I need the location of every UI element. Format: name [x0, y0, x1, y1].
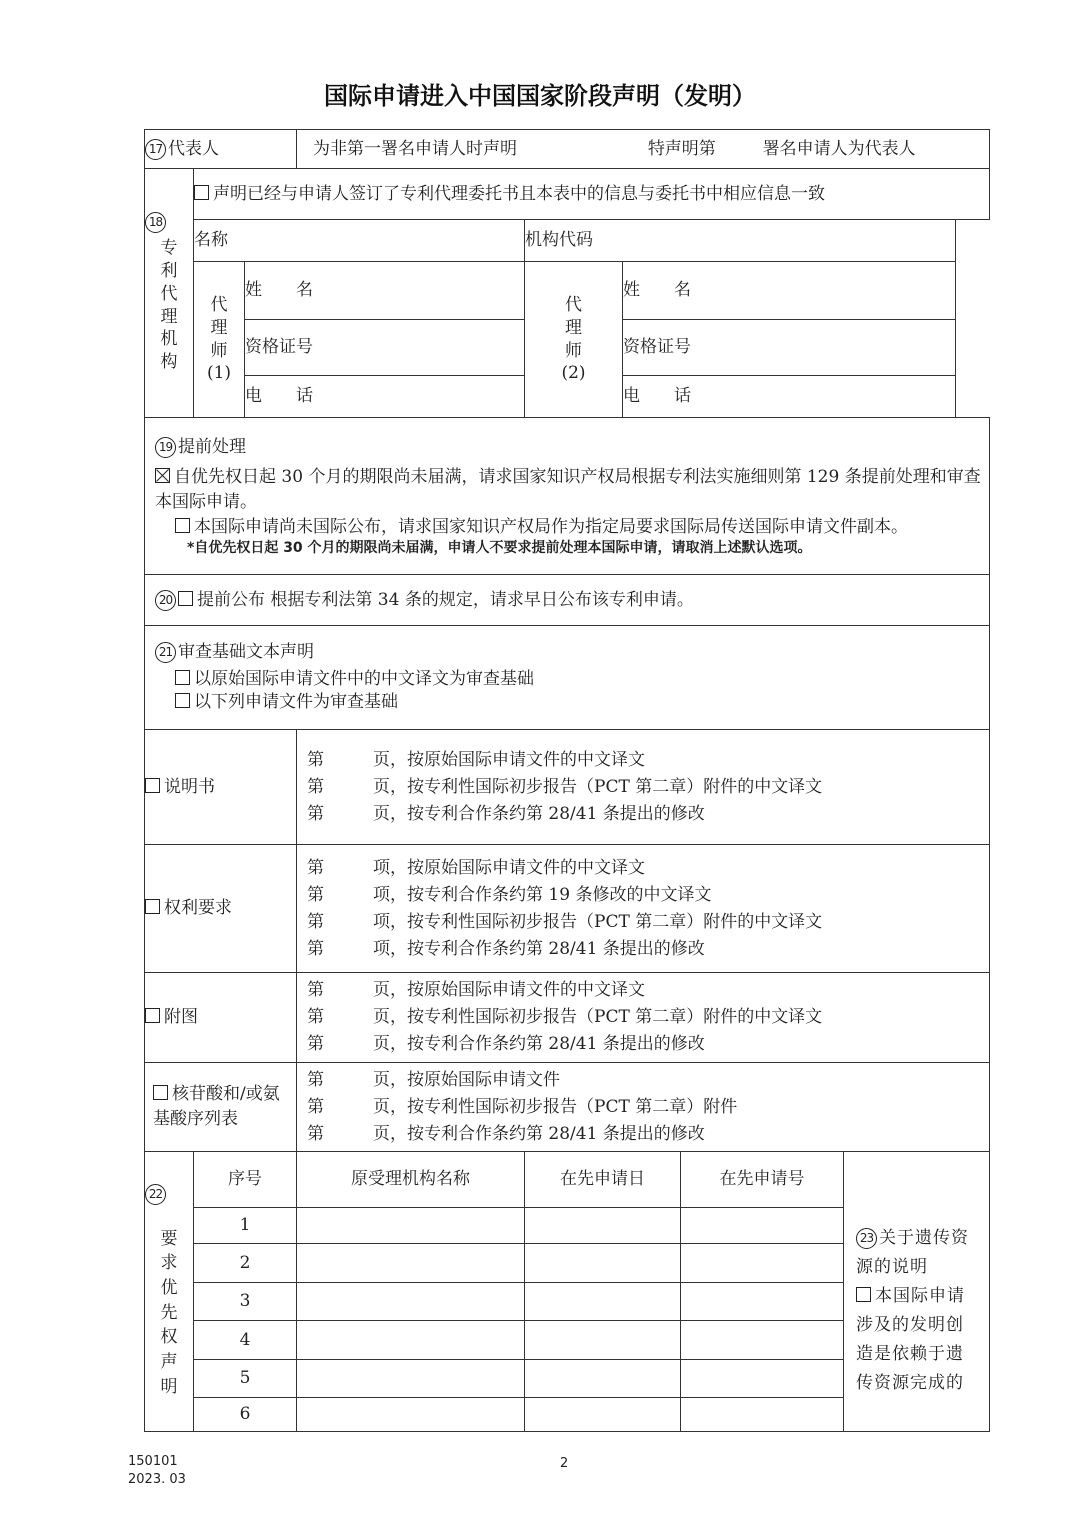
prefix: 第	[307, 884, 324, 905]
priority-header-row	[145, 1152, 990, 1208]
genetic-resource-text: 本国际申请涉及的发明创造是依赖于遗传资源完成的	[856, 1286, 965, 1393]
priority-office-input[interactable]	[297, 1398, 525, 1432]
form-title: 国际申请进入中国国家阶段声明（发明）	[324, 82, 756, 110]
agency-declaration-text: 声明已经与申请人签订了专利代理委托书且本表中的信息与委托书中相应信息一致	[213, 183, 825, 204]
prefix: 第	[307, 857, 324, 878]
claims-lines	[297, 845, 990, 973]
field-label: 姓 名	[245, 280, 313, 301]
prefix: 第	[307, 803, 324, 824]
prefix: 第	[307, 938, 324, 959]
header-seq: 序号	[194, 1152, 297, 1208]
basis-line: 页，按原始国际申请文件的中文译文	[373, 749, 645, 770]
agent-1-cert-field[interactable]	[245, 320, 525, 376]
priority-date-input[interactable]	[525, 1244, 681, 1283]
genetic-resource-label: 关于遗传资源的说明	[856, 1228, 969, 1277]
priority-seq: 4	[194, 1321, 297, 1360]
field-label: 电 话	[623, 386, 691, 407]
field-label: 资格证号	[245, 337, 313, 358]
early-processing-note: *自优先权日起 30 个月的期限尚未届满，申请人不要求提前处理本国际申请，请取消上述默认选项。	[187, 540, 812, 557]
label-char: 优	[160, 1278, 178, 1299]
agency-code-label: 机构代码	[525, 230, 593, 251]
priority-date-input[interactable]	[525, 1208, 681, 1244]
agent-name-row	[145, 262, 990, 320]
early-publication-label: 提前公布	[197, 589, 265, 610]
label-char: 机	[160, 329, 178, 350]
number-17-badge: 17	[145, 139, 166, 160]
label-char: 理	[565, 317, 582, 338]
priority-date-input[interactable]	[525, 1321, 681, 1360]
label-char: 理	[210, 317, 228, 338]
description-lines	[297, 730, 990, 845]
priority-number-input[interactable]	[681, 1208, 844, 1244]
agency-declaration-cell[interactable]	[194, 169, 990, 220]
number-20-badge: 20	[155, 590, 176, 611]
basis-line: 项，按专利合作条约第 28/41 条提出的修改	[373, 938, 705, 959]
sequence-basis-row	[145, 1063, 990, 1152]
priority-number-input[interactable]	[681, 1321, 844, 1360]
label-char: 理	[160, 306, 178, 327]
basis-line: 页，按专利合作条约第 28/41 条提出的修改	[373, 1123, 705, 1144]
form-version-date: 2023. 03	[128, 1472, 186, 1487]
priority-office-input[interactable]	[297, 1208, 525, 1244]
label-char: 代	[210, 294, 228, 315]
description-basis-row	[145, 730, 990, 845]
label-char: 师	[565, 340, 582, 361]
early-processing-checkbox-checked[interactable]	[155, 468, 170, 483]
exam-basis-label: 审查基础文本声明	[178, 642, 314, 663]
priority-seq: 3	[194, 1283, 297, 1321]
prefix: 第	[307, 1123, 324, 1144]
form-code: 150101	[128, 1454, 178, 1469]
prefix: 第	[307, 1007, 324, 1027]
section-20-row	[145, 575, 990, 626]
exam-basis-option-1: 以原始国际申请文件中的中文译文为审查基础	[194, 669, 534, 690]
agent-1-phone-field[interactable]	[245, 376, 525, 418]
copy-request-checkbox[interactable]	[175, 518, 190, 533]
prefix: 第	[307, 776, 324, 797]
priority-office-input[interactable]	[297, 1321, 525, 1360]
early-publication-checkbox[interactable]	[178, 591, 193, 606]
section-17-label-cell	[145, 130, 297, 169]
drawings-basis-row	[145, 973, 990, 1063]
priority-seq: 2	[194, 1244, 297, 1283]
agency-code-cell[interactable]	[525, 220, 956, 262]
field-label: 电 话	[245, 386, 313, 407]
section-18-label-cell	[145, 169, 194, 418]
description-label: 说明书	[164, 776, 215, 797]
page-number: 2	[560, 1456, 569, 1471]
agent-1-label-cell	[194, 262, 245, 418]
description-label-cell[interactable]	[145, 730, 297, 845]
representative-label: 代表人	[168, 138, 219, 159]
description-checkbox[interactable]	[145, 778, 160, 793]
label-char: (1)	[206, 363, 232, 384]
field-label: 资格证号	[623, 337, 691, 358]
priority-date-input[interactable]	[525, 1398, 681, 1432]
basis-line: 页，按原始国际申请文件	[373, 1069, 560, 1090]
agent-2-name-field[interactable]	[623, 262, 956, 320]
sequence-label-cell[interactable]	[145, 1063, 297, 1152]
label-char: 利	[160, 260, 178, 281]
basis-line: 页，按原始国际申请文件的中文译文	[373, 980, 645, 1000]
early-publication-cell	[145, 575, 990, 626]
representative-text-mid: 特声明第	[647, 138, 716, 159]
prefix: 第	[307, 749, 324, 770]
genetic-resource-cell	[844, 1152, 990, 1432]
header-date: 在先申请日	[525, 1152, 681, 1208]
priority-seq: 5	[194, 1360, 297, 1398]
agency-name-cell[interactable]	[194, 220, 525, 262]
basis-line: 页，按专利合作条约第 28/41 条提出的修改	[373, 803, 705, 824]
early-publication-text: 根据专利法第 34 条的规定，请求早日公布该专利申请。	[270, 589, 694, 610]
exam-basis-cell	[145, 626, 990, 730]
number-21-badge: 21	[155, 642, 176, 663]
section-18-declaration-row	[145, 169, 990, 220]
label-char: 代	[160, 283, 178, 304]
priority-office-input[interactable]	[297, 1244, 525, 1283]
priority-office-input[interactable]	[297, 1283, 525, 1321]
priority-number-input[interactable]	[681, 1398, 844, 1432]
declaration-form	[144, 129, 990, 1432]
priority-number-input[interactable]	[681, 1283, 844, 1321]
label-char: 构	[160, 352, 178, 373]
basis-line: 项，按原始国际申请文件的中文译文	[373, 857, 645, 878]
genetic-resource-checkbox[interactable]	[856, 1287, 871, 1302]
basis-line: 页，按专利合作条约第 28/41 条提出的修改	[373, 1034, 705, 1054]
label-char: (2)	[561, 363, 586, 384]
label-char: 求	[160, 1253, 178, 1274]
priority-seq: 6	[194, 1398, 297, 1432]
agent-2-label-cell	[525, 262, 623, 418]
basis-line: 页，按专利性国际初步报告（PCT 第二章）附件	[373, 1096, 738, 1117]
agent-2-cert-field[interactable]	[623, 320, 956, 376]
label-char: 要	[160, 1228, 178, 1249]
early-processing-item-1: 自优先权日起 30 个月的期限尚未届满，请求国家知识产权局根据专利法实施细则第 129 条提前处理和审查本国际申请。	[155, 466, 981, 512]
basis-line: 项，按专利性国际初步报告（PCT 第二章）附件的中文译文	[373, 911, 823, 932]
claims-label: 权利要求	[164, 898, 232, 919]
drawings-checkbox[interactable]	[145, 1008, 160, 1023]
label-char: 专	[160, 237, 178, 258]
prefix: 第	[307, 911, 324, 932]
agent-1-name-field[interactable]	[245, 262, 525, 320]
exam-basis-option-2: 以下列申请文件为审查基础	[194, 691, 398, 712]
number-22-badge: 22	[145, 1184, 166, 1205]
section-22-label-cell	[145, 1152, 194, 1432]
priority-number-input[interactable]	[681, 1360, 844, 1398]
label-char: 权	[160, 1327, 178, 1348]
drawings-lines	[297, 973, 990, 1063]
claims-label-cell[interactable]	[145, 845, 297, 973]
section-17-row	[145, 130, 990, 169]
priority-seq: 1	[194, 1208, 297, 1244]
exam-basis-option-1-checkbox[interactable]	[175, 670, 190, 685]
priority-office-input[interactable]	[297, 1360, 525, 1398]
label-char: 声	[160, 1351, 178, 1372]
priority-number-input[interactable]	[681, 1244, 844, 1283]
basis-line: 页，按专利性国际初步报告（PCT 第二章）附件的中文译文	[373, 1007, 823, 1027]
number-19-badge: 19	[155, 437, 176, 458]
exam-basis-option-2-checkbox[interactable]	[175, 693, 190, 708]
label-char: 先	[160, 1302, 178, 1323]
agency-declaration-checkbox[interactable]	[194, 185, 209, 200]
prefix: 第	[307, 1034, 324, 1054]
representative-text-right: 署名申请人为代表人	[762, 138, 916, 159]
header-number: 在先申请号	[681, 1152, 844, 1208]
claims-basis-row	[145, 845, 990, 973]
drawings-label-cell[interactable]	[145, 973, 297, 1063]
prefix: 第	[307, 980, 324, 1000]
label-char: 明	[160, 1376, 178, 1397]
priority-date-input[interactable]	[525, 1360, 681, 1398]
drawings-label: 附图	[164, 1007, 198, 1028]
prefix: 第	[307, 1096, 324, 1117]
basis-line: 页，按专利性国际初步报告（PCT 第二章）附件的中文译文	[373, 776, 823, 797]
agency-name-row	[145, 220, 990, 262]
section-17-content[interactable]	[297, 130, 990, 169]
number-23-badge: 23	[856, 1228, 877, 1249]
early-processing-label: 提前处理	[178, 436, 246, 457]
section-19-row	[145, 418, 990, 575]
header-office: 原受理机构名称	[297, 1152, 525, 1208]
section-21-row	[145, 626, 990, 730]
agency-name-label: 名称	[194, 230, 228, 251]
basis-line: 项，按专利合作条约第 19 条修改的中文译文	[373, 884, 712, 905]
agent-2-phone-field[interactable]	[623, 376, 956, 418]
representative-text-left: 为非第一署名申请人时声明	[313, 138, 517, 159]
field-label: 姓 名	[623, 280, 691, 301]
label-char: 师	[210, 340, 228, 361]
early-processing-item-2: 本国际申请尚未国际公布，请求国家知识产权局作为指定局要求国际局传送国际申请文件副本。	[194, 517, 908, 538]
number-18-badge: 18	[145, 212, 166, 233]
sequence-lines	[297, 1063, 990, 1152]
prefix: 第	[307, 1069, 324, 1090]
sequence-label: 核苷酸和/或氨基酸序列表	[153, 1084, 280, 1129]
priority-date-input[interactable]	[525, 1283, 681, 1321]
early-processing-cell	[145, 418, 990, 575]
claims-checkbox[interactable]	[145, 899, 160, 914]
label-char: 代	[565, 294, 582, 315]
sequence-checkbox[interactable]	[153, 1085, 168, 1100]
